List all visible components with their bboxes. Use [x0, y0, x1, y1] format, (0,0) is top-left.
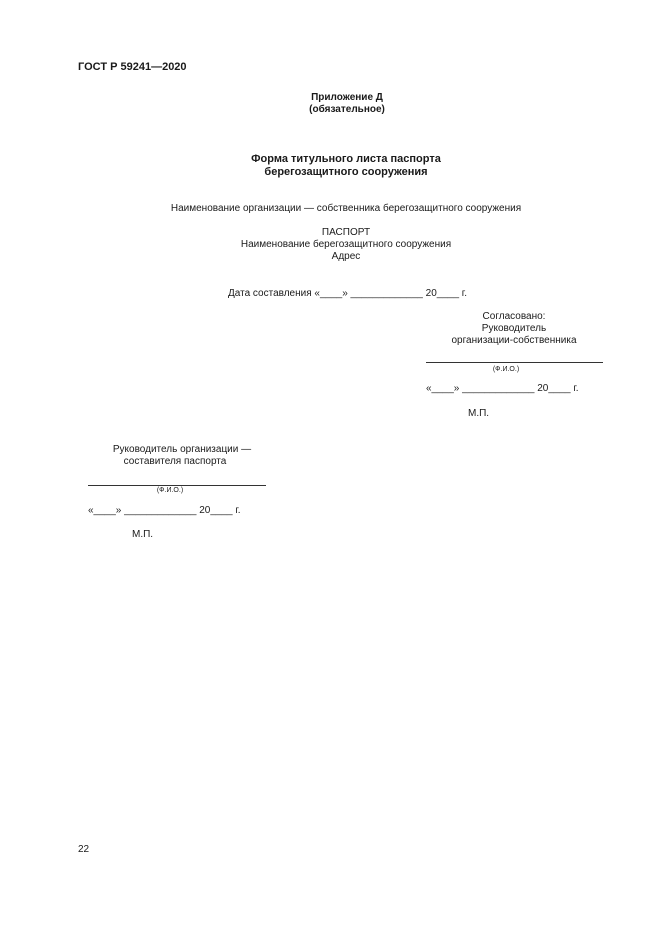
org-owner-name: Наименование организации — собственника берегозащитного сооружения [170, 203, 522, 214]
compiled-date: Дата составления «____» _____________ 20____ г. [228, 288, 467, 299]
compiler-signature-line [88, 485, 266, 486]
passport-heading: ПАСПОРТ [321, 227, 371, 238]
approval-fio-label: (Ф.И.О.) [492, 366, 520, 373]
page-number: 22 [78, 844, 90, 855]
form-title-line1: Форма титульного листа паспорта [251, 153, 441, 165]
approval-line1: Согласовано: [482, 311, 546, 322]
compiler-fio-label: (Ф.И.О.) [156, 487, 184, 494]
address: Адрес [331, 251, 361, 262]
compiler-date: «____» _____________ 20____ г. [88, 505, 241, 516]
approval-line3: организации-собственника [451, 335, 577, 346]
approval-line2: Руководитель [481, 323, 547, 334]
compiler-line1: Руководитель организации — [112, 444, 252, 455]
approval-date: «____» _____________ 20____ г. [426, 383, 579, 394]
compiler-stamp: М.П. [132, 529, 154, 540]
approval-signature-line [426, 362, 603, 363]
approval-stamp: М.П. [468, 408, 490, 419]
standard-number: ГОСТ Р 59241—2020 [78, 61, 187, 73]
structure-name: Наименование берегозащитного сооружения [240, 239, 452, 250]
form-title-line2: берегозащитного сооружения [264, 166, 428, 178]
appendix-status: (обязательное) [309, 104, 385, 115]
compiler-line2: составителя паспорта [123, 456, 227, 467]
appendix-label: Приложение Д [311, 92, 383, 103]
